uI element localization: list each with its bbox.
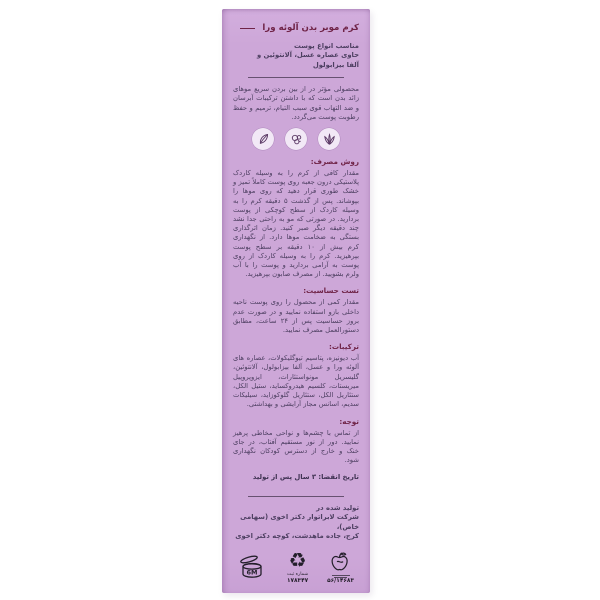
recycle-symbol-group: [287, 550, 308, 585]
section-attention: [233, 417, 359, 466]
feature-icons-row: [233, 128, 359, 150]
registration-number: ۱۷۸۳۴۷: [286, 577, 309, 584]
product-subtitle: [233, 42, 359, 70]
section-heading: تست حساسیت:: [303, 286, 359, 296]
period-after-opening-icon: [238, 555, 268, 579]
apple-caption-line: [334, 577, 347, 578]
title-dash-decoration: [240, 28, 255, 29]
product-title-row: [233, 23, 359, 33]
section-ingredients: [233, 342, 359, 409]
subtitle-line: آلفا بیزابولول: [312, 60, 359, 69]
box-back-panel: [222, 9, 370, 593]
section-heading: روش مصرف:: [310, 157, 359, 167]
producer-info: [233, 504, 359, 542]
registration-label: شماره ثبت: [286, 572, 309, 577]
health-apple-icon: [330, 550, 351, 573]
pao-label: 6M: [246, 568, 258, 577]
subtitle-line: حاوی عصاره عسل، آلانتوئین و: [256, 51, 359, 60]
producer-line: شرکت لابراتوار دکتر اخوی (سهامی خاص)،: [240, 513, 359, 531]
section-heading: ترکیبات:: [328, 342, 359, 352]
recycle-icon: ♻: [288, 548, 307, 572]
honey-molecules-icon: [285, 128, 307, 150]
aloe-plant-icon: [318, 128, 340, 150]
intro-paragraph: محصولی مؤثر در از بین بردن سریع موهای زائد بدن است که با داشتن ترکیبات آبرسان و ضد التهاب قوی سبب التیام، ترمیم و حفظ رطوبت پوست می‌گردد.: [233, 85, 359, 121]
footer-symbols-row: [233, 550, 359, 585]
section-body: مقدار کمی از محصول را روی پوست ناحیه داخلی بازو استفاده نمایید و در صورت عدم بروز حساسیت پس از ۲۴ ساعت، مطابق دستورالعمل مصرف نمایید.: [233, 298, 359, 335]
section-body: مقدار کافی از کرم را به وسیله کاردک پلاستیکی درون جعبه روی پوست کاملاً تمیز و خشک طوری قرار دهید که روی موها را بپوشاند. پس از گذشت ۵ دقیقه کرم را به وسیله کاردک از سطح کوچکی از پوست بردارید. در صورتی که مو به راحتی جدا نشد چند دقیقه دیگر صبر کنید. زمان اثرگذاری بستگی به ضخامت موها دارد. از نگهداری کرم بیش از ۱۰ دقیقه بر سطح پوست بپرهیزید. کرم را به وسیله کاردک از روی پوست به آرامی بردارید و پوست را با آب ولرم بشویید. از مصرف صابون بپرهیزید.: [233, 169, 359, 279]
section-body: از تماس با چشم‌ها و نواحی مخاطی پرهیز نمایید. دور از نور مستقیم آفتاب، در جای خنک و خارج از دسترس کودکان نگهداری شود.: [233, 428, 359, 465]
health-apple-symbol-group: [327, 550, 354, 585]
producer-line: تولید شده در: [316, 503, 359, 512]
divider-top: [248, 77, 344, 78]
product-title: کرم موبر بدن آلوئه ورا: [262, 23, 359, 33]
subtitle-line: مناسب انواع پوست: [294, 42, 359, 50]
license-number: ۵۶/۱۴۶۸۳: [327, 578, 354, 584]
section-sensitivity-test: [233, 286, 359, 335]
section-body: آب دیونیزه، پتاسیم تیوگلیکولات، عصاره های آلوئه ورا و عسل، آلفا بیزابولول، آلانتوئین، گلیسریل مونواستئارات، ایزوپروپیل میریستات، کلسیم هیدروکساید، ستیل الکل، ستئاریل الکل، ستئاریل گلوکوزاید، سیلیکات سدیم، اسانس مجاز آرایشی و بهداشتی.: [233, 354, 359, 409]
section-heading: توجه:: [339, 416, 359, 426]
divider-bottom: [248, 496, 344, 497]
expiry-note: تاریخ انقضا: ۳ سال پس از تولید: [252, 473, 359, 482]
section-usage: [233, 157, 359, 279]
producer-footer: [233, 496, 359, 585]
product-box: [222, 9, 370, 593]
apple-caption-line: [332, 575, 350, 576]
producer-line: کرج، جاده ماهدشت، کوچه دکتر اخوی: [235, 532, 359, 541]
leaf-icon: [252, 128, 274, 150]
